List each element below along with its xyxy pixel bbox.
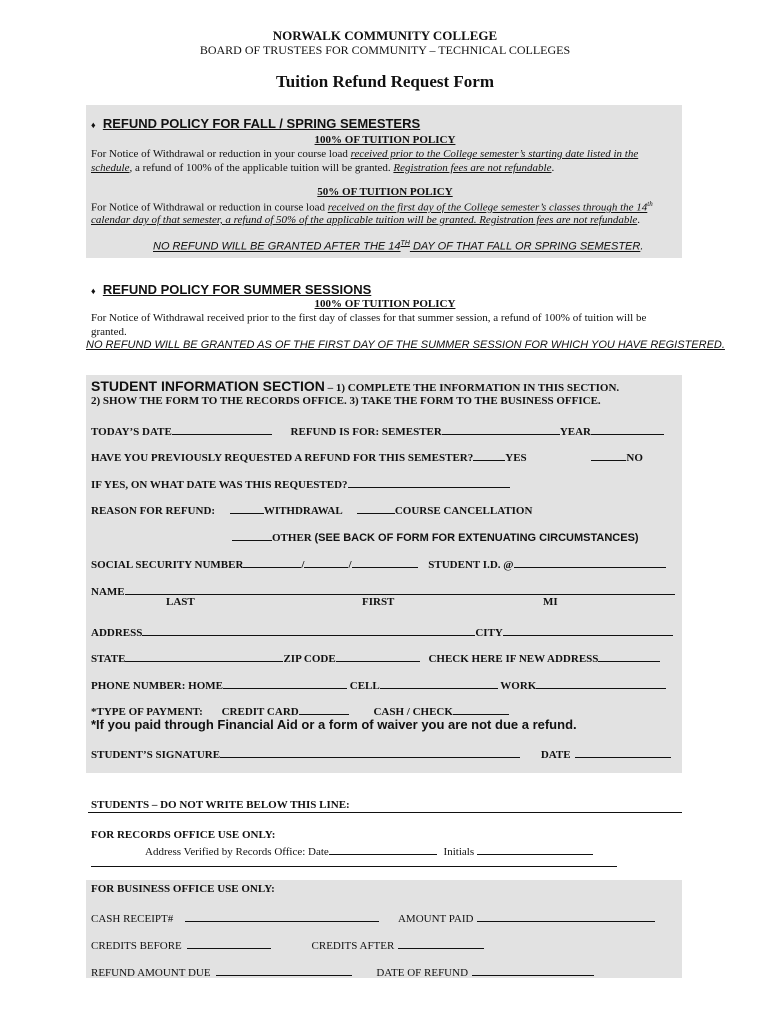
student-id-field[interactable] [514,556,666,568]
zip-field[interactable] [336,650,420,662]
year-field[interactable] [591,423,664,435]
student-info-heading-line [91,378,619,396]
name-mi-caption: MI [543,596,558,608]
financial-aid-note: *If you paid through Financial Aid or a form of waiver you are not due a refund. [91,717,577,732]
address-label: ADDRESS [91,627,143,639]
signature-date-field[interactable] [575,746,671,758]
todays-date-row [91,423,664,438]
withdrawal-label: WITHDRAWAL [263,505,343,517]
new-address-check[interactable] [598,650,660,662]
signature-date-label: DATE [540,749,571,761]
student-info-steps1: – 1) COMPLETE THE INFORMATION IN THIS SECTION. [324,382,620,394]
name-last-caption: LAST [166,596,195,608]
fall-spring-heading: ♦ REFUND POLICY FOR FALL / SPRING SEMESTERS [91,116,421,131]
cash-receipt-row [91,910,655,925]
withdrawal-check[interactable] [230,502,264,514]
ssn-row [91,556,666,571]
phone-home-label: PHONE NUMBER: HOME [91,680,223,692]
cash-receipt-label: CASH RECEIPT# [91,913,174,925]
address-field[interactable] [142,624,475,636]
refund-for-label: REFUND IS FOR: SEMESTER [290,426,442,438]
course-cancel-label: COURSE CANCELLATION [394,505,533,517]
phone-home-field[interactable] [223,677,347,689]
address-row [91,624,673,639]
course-cancel-check[interactable] [357,502,395,514]
credits-before-field[interactable] [187,937,271,949]
if-yes-label: IF YES, ON WHAT DATE WAS THIS REQUESTED? [91,479,348,491]
signature-row [91,746,671,761]
summer-line2: granted. [91,326,127,338]
initials-label: Initials [443,846,475,858]
date-of-refund-field[interactable] [472,964,594,976]
records-row [145,843,593,858]
other-row [232,529,639,544]
ssn-part2-field[interactable] [304,556,348,568]
refund-due-row [91,964,594,979]
work-label: WORK [500,680,537,692]
college-name: NORWALK COMMUNITY COLLEGE [272,28,498,43]
credits-before-label: CREDITS BEFORE [91,940,182,952]
signature-label: STUDENT’S SIGNATURE [91,749,221,761]
prev-request-label: HAVE YOU PREVIOUSLY REQUESTED A REFUND FOR THIS SEMESTER? [91,452,474,464]
summer-100-title: 100% OF TUITION POLICY [314,298,456,310]
records-title: FOR RECORDS OFFICE USE ONLY: [91,829,276,841]
name-first-caption: FIRST [362,596,395,608]
fall-spring-100-line1: For Notice of Withdrawal or reduction in your course load received prior to the College semester’s starting date listed in the [91,148,639,160]
bullet-icon: ♦ [91,286,96,296]
if-yes-row [91,476,510,491]
name-field[interactable] [125,583,675,595]
summer-line1: For Notice of Withdrawal received prior to the first day of classes for that summer session, a refund of 100% of tuition will be [91,312,647,324]
payment-row [91,703,509,718]
credits-row [91,937,484,952]
credits-after-field[interactable] [398,937,484,949]
prev-no-field[interactable] [591,449,626,461]
prev-yes-label: YES [505,452,527,464]
ssn-slash: / [348,559,352,571]
zip-label: ZIP CODE [283,653,336,665]
amount-paid-field[interactable] [477,910,655,922]
other-label: OTHER [272,532,312,544]
city-label: CITY [475,627,503,639]
cell-field[interactable] [380,677,498,689]
do-not-write-divider [88,812,682,813]
state-row [91,650,660,665]
phone-row [91,677,666,692]
date-of-refund-label: DATE OF REFUND [376,967,469,979]
addr-verified-date-field[interactable] [329,843,437,855]
cash-receipt-field[interactable] [185,910,379,922]
credit-card-check[interactable] [299,703,349,715]
fall-spring-50-line2: calendar day of that semester, a refund of 50% of the applicable tuition will be granted. Registration fees are not refundable. [91,214,641,226]
do-not-write-label: STUDENTS – DO NOT WRITE BELOW THIS LINE: [91,799,350,811]
records-divider [91,866,617,867]
other-note: (SEE BACK OF FORM FOR EXTENUATING CIRCUMSTANCES) [314,532,639,544]
cash-check-check[interactable] [453,703,509,715]
bullet-icon: ♦ [91,120,96,130]
if-yes-date-field[interactable] [348,476,510,488]
work-field[interactable] [536,677,666,689]
ssn-part1-field[interactable] [243,556,301,568]
student-info-steps2: 2) SHOW THE FORM TO THE RECORDS OFFICE. 3) TAKE THE FORM TO THE BUSINESS OFFICE. [91,395,601,407]
business-title: FOR BUSINESS OFFICE USE ONLY: [91,883,275,895]
prev-request-row [91,449,643,464]
refund-due-field[interactable] [216,964,352,976]
state-field[interactable] [125,650,283,662]
name-label: NAME [91,586,125,598]
fall-spring-no-refund: NO REFUND WILL BE GRANTED AFTER THE 14TH DAY OF THAT FALL OR SPRING SEMESTER. [153,240,644,253]
credit-card-label: CREDIT CARD [221,706,299,718]
fall-spring-50-title: 50% OF TUITION POLICY [317,186,453,198]
city-field[interactable] [503,624,673,636]
reason-label: REASON FOR REFUND: [91,505,216,517]
cell-label: CELL [349,680,380,692]
credits-after-label: CREDITS AFTER [311,940,395,952]
semester-field[interactable] [442,423,560,435]
cash-check-label: CASH / CHECK [373,706,453,718]
fall-spring-100-title: 100% OF TUITION POLICY [314,134,456,146]
initials-field[interactable] [477,843,593,855]
todays-date-label: TODAY’S DATE [91,426,172,438]
summer-heading: ♦ REFUND POLICY FOR SUMMER SESSIONS [91,282,372,297]
student-id-label: STUDENT I.D. @ [428,559,514,571]
summer-no-refund: NO REFUND WILL BE GRANTED AS OF THE FIRST DAY OF THE SUMMER SESSION FOR WHICH YOU HAVE REGISTERED. [86,339,725,351]
refund-due-label: REFUND AMOUNT DUE [91,967,211,979]
fall-spring-50-line1: For Notice of Withdrawal or reduction in course load received on the first day of the College semester’s classes through the 14th [91,200,653,214]
fall-spring-100-line2: schedule, a refund of 100% of the applicable tuition will be granted. Registration fees are not refundable. [91,162,555,174]
ssn-label: SOCIAL SECURITY NUMBER [91,559,244,571]
ssn-part3-field[interactable] [352,556,418,568]
prev-no-label: NO [626,452,643,464]
payment-type-label: *TYPE OF PAYMENT: [91,706,203,718]
board-name: BOARD OF TRUSTEES FOR COMMUNITY – TECHNICAL COLLEGES [199,43,571,57]
addr-verified-label: Address Verified by Records Office: Date [145,846,329,858]
new-address-label: CHECK HERE IF NEW ADDRESS [428,653,599,665]
todays-date-field[interactable] [172,423,272,435]
signature-field[interactable] [220,746,520,758]
form-title: Tuition Refund Request Form [275,72,495,91]
other-check[interactable] [232,529,272,541]
ssn-slash: / [301,559,305,571]
amount-paid-label: AMOUNT PAID [397,913,474,925]
student-info-heading: STUDENT INFORMATION SECTION [91,378,325,394]
prev-yes-field[interactable] [473,449,505,461]
reason-row [91,502,532,517]
state-label: STATE [91,653,126,665]
year-label: YEAR [559,426,591,438]
